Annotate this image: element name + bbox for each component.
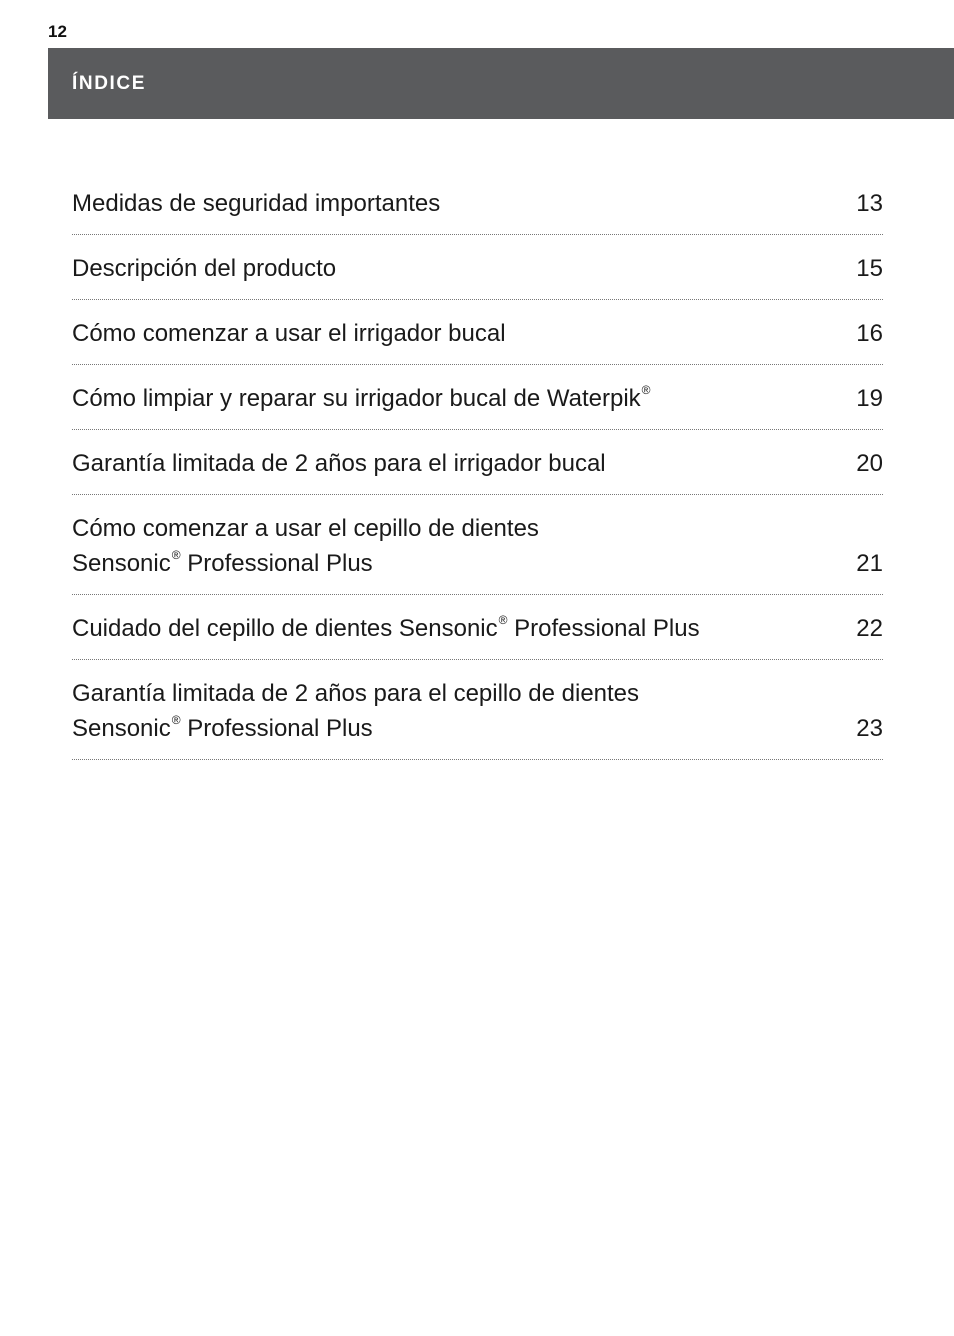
toc-entry[interactable] [72, 595, 883, 660]
toc-entry[interactable] [72, 300, 883, 365]
toc-entry-page: 23 [856, 715, 883, 742]
toc-entry-title [72, 676, 856, 746]
toc-entry-page: 21 [856, 550, 883, 577]
toc-entry[interactable] [72, 235, 883, 300]
toc-entry-title-line: Garantía limitada de 2 años para el cepillo de dientes [72, 680, 640, 707]
toc-entry-title [72, 381, 856, 416]
toc-entry-title-line: Cómo comenzar a usar el cepillo de dientes [72, 515, 539, 542]
toc-entry-title-line: Cómo comenzar a usar el irrigador bucal [72, 320, 506, 347]
toc-entry-page: 22 [856, 615, 883, 642]
toc-entry-title [72, 611, 856, 646]
toc-entry-page: 16 [856, 320, 883, 347]
toc-entry-title [72, 186, 856, 221]
toc-entry[interactable] [72, 430, 883, 495]
page-number: 12 [48, 22, 67, 41]
toc-entry-page: 19 [856, 385, 883, 412]
toc-entry-page: 13 [856, 190, 883, 217]
toc-entry-title-line: Garantía limitada de 2 años para el irrigador bucal [72, 450, 606, 477]
toc-entry-page: 20 [856, 450, 883, 477]
toc-entry-title-line: Cuidado del cepillo de dientes Sensonic® Professional Plus [72, 613, 700, 642]
toc-entry-page: 15 [856, 255, 883, 282]
toc-entry-title-line: Sensonic® Professional Plus [72, 548, 373, 577]
toc-entry-title [72, 251, 856, 286]
toc-entry-title-line: Sensonic® Professional Plus [72, 713, 373, 742]
toc-entry-title-line: Medidas de seguridad importantes [72, 190, 441, 217]
section-title: ÍNDICE [72, 73, 146, 94]
toc-entry-title-line: Descripción del producto [72, 255, 337, 282]
section-header-bar [48, 48, 954, 119]
toc-entry[interactable] [72, 365, 883, 430]
toc-entry-title [72, 446, 856, 481]
toc-entry[interactable] [72, 495, 883, 595]
toc-entry-title [72, 316, 856, 351]
toc-entry-title [72, 511, 856, 581]
table-of-contents [72, 170, 883, 760]
toc-entry-title-line: Cómo limpiar y reparar su irrigador bucal de Waterpik® [72, 383, 651, 412]
toc-entry[interactable] [72, 660, 883, 760]
toc-entry[interactable] [72, 170, 883, 235]
